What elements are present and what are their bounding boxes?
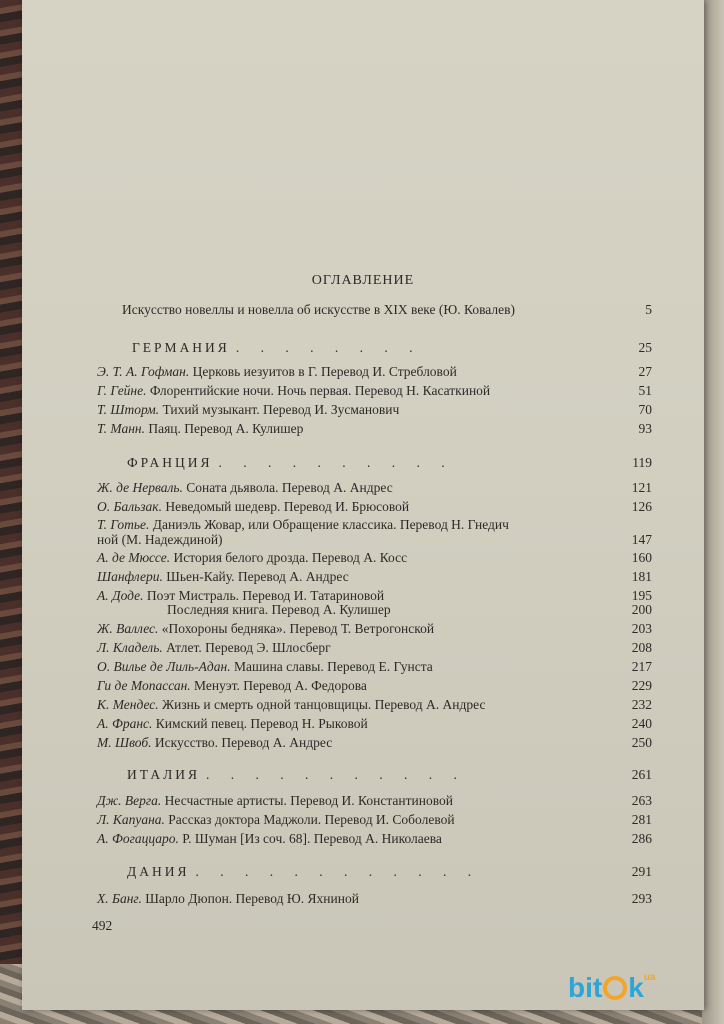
entry-author: А. Доде. [97,588,144,603]
entry-page: 281 [631,812,652,827]
entry-title: Флорентийские ночи. Ночь первая. Перевод Н. Касаткиной [149,383,491,398]
entry-page: 203 [631,621,652,636]
section-title: ИТАЛИЯ . . . . . . . . . . . [127,767,466,782]
toc-entry [97,383,652,403]
entry-title: Соната дьявола. Перевод А. Андрес [186,480,393,495]
section-page: 291 [631,864,652,879]
toc-entry [97,831,652,851]
entry-title: Рассказ доктора Маджоли. Перевод И. Соболевой [168,812,455,827]
entry-title: ной (М. Надеждиной) [97,532,223,547]
entry-title: Даниэль Жовар, или Обращение классика. Перевод Н. Гнедич [152,517,509,532]
toc-heading: ОГЛАВЛЕНИЕ [311,273,415,288]
entry-title: Атлет. Перевод Э. Шлосберг [166,640,331,655]
toc-intro-row [122,302,652,322]
entry-title: «Похороны бедняка». Перевод Т. Ветрогонской [161,621,435,636]
entry-page: 217 [631,659,652,674]
entry-title: Жизнь и смерть одной танцовщицы. Перевод А. Андрес [162,697,486,712]
section-row-france [127,455,652,475]
toc-entry [97,697,652,717]
toc-entry [97,569,652,589]
toc-entry-continuation [167,602,652,622]
entry-author: Т. Готье. [97,517,150,532]
next-page-edge [702,0,724,1024]
toc-entry-continuation [97,532,652,552]
intro-title: Искусство новеллы и новелла об искусстве в XIX веке (Ю. Ковалев) [122,302,516,317]
entry-page: 263 [631,793,652,808]
entry-page: 121 [631,480,652,495]
entry-page: 232 [631,697,652,712]
toc-entry [97,550,652,570]
intro-page: 5 [645,302,652,317]
toc-entry [97,499,652,519]
section-row-italy [127,767,652,787]
entry-title: Тихий музыкант. Перевод И. Зусманович [162,402,400,417]
section-page: 25 [638,340,652,355]
entry-title: Менуэт. Перевод А. Федорова [194,678,367,693]
entry-author: А. Фогаццаро. [97,831,179,846]
entry-title: Паяц. Перевод А. Кулишер [148,421,304,436]
section-title: ФРАНЦИЯ . . . . . . . . . . [127,455,454,470]
entry-author: Г. Гейне. [97,383,147,398]
entry-title: Искусство. Перевод А. Андрес [154,735,333,750]
section-page: 119 [632,455,652,470]
entry-page: 93 [638,421,652,436]
entry-page: 27 [638,364,652,379]
entry-page: 70 [638,402,652,417]
entry-title: Поэт Мистраль. Перевод И. Татариновой [146,588,385,603]
entry-author: Э. Т. А. Гофман. [97,364,190,379]
entry-author: Л. Кладель. [97,640,163,655]
toc-entry [97,421,652,441]
entry-title: Неведомый шедевр. Перевод И. Брюсовой [165,499,410,514]
entry-author: А. Франс. [97,716,153,731]
entry-author: Л. Капуана. [97,812,165,827]
entry-page: 195 [631,588,652,603]
entry-page: 181 [631,569,652,584]
entry-title: Шьен-Кайу. Перевод А. Андрес [166,569,349,584]
entry-title: Последняя книга. Перевод А. Кулишер [167,602,391,617]
toc-entry [97,364,652,384]
entry-title: Кимский певец. Перевод Н. Рыковой [155,716,368,731]
section-title: ДАНИЯ . . . . . . . . . . . . [127,864,481,879]
entry-page: 229 [631,678,652,693]
entry-page: 51 [638,383,652,398]
entry-author: Шанфлери. [97,569,163,584]
toc-entry [97,812,652,832]
entry-page: 250 [631,735,652,750]
toc-entry [97,793,652,813]
entry-page: 126 [631,499,652,514]
entry-page: 147 [631,532,652,547]
toc-entry [97,716,652,736]
entry-page: 286 [631,831,652,846]
section-row-denmark [127,864,652,884]
entry-author: О. Вилье де Лиль-Адан. [97,659,231,674]
section-row-germany [132,340,652,360]
entry-title: Машина славы. Перевод Е. Гунста [233,659,433,674]
entry-author: Х. Банг. [97,891,142,906]
entry-title: Р. Шуман [Из соч. 68]. Перевод А. Николаева [182,831,442,846]
entry-author: О. Бальзак. [97,499,162,514]
entry-author: К. Мендес. [97,697,159,712]
toc-entry [97,640,652,660]
entry-author: А. де Мюссе. [97,550,171,565]
toc-entry [97,480,652,500]
entry-author: Ж. де Нерваль. [97,480,183,495]
entry-author: Дж. Верга. [97,793,162,808]
toc-entry [97,402,652,422]
entry-author: Ги де Мопассан. [97,678,191,693]
entry-author: Т. Манн. [97,421,145,436]
entry-title: Шарло Дюпон. Перевод Ю. Яхниной [145,891,359,906]
toc-entry [97,735,652,755]
entry-page: 240 [631,716,652,731]
section-page: 261 [631,767,652,782]
entry-title: История белого дрозда. Перевод А. Косс [173,550,408,565]
entry-page: 208 [631,640,652,655]
logo-ring-icon [603,976,627,1000]
entry-author: Ж. Валлес. [97,621,159,636]
entry-title: Несчастные артисты. Перевод И. Константиновой [164,793,453,808]
toc-entry [97,891,652,911]
page-number: 492 [92,918,113,933]
toc-entry [97,678,652,698]
entry-author: Т. Шторм. [97,402,160,417]
entry-author: М. Швоб. [97,735,152,750]
toc-entry [97,621,652,641]
entry-page: 200 [631,602,652,617]
entry-title: Церковь иезуитов в Г. Перевод И. Стребловой [192,364,457,379]
entry-page: 293 [631,891,652,906]
section-title: ГЕРМАНИЯ . . . . . . . . [132,340,422,355]
book-page [22,0,704,1010]
entry-page: 160 [631,550,652,565]
toc-entry [97,659,652,679]
watermark-logo: bit $k^{ua}$ [568,972,656,1003]
